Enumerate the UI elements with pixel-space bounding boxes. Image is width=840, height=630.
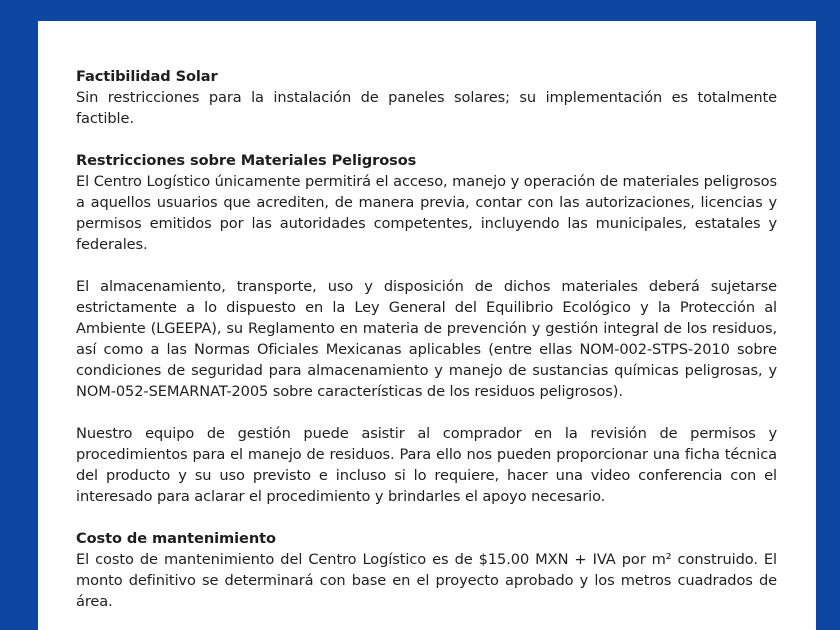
document-page bbox=[38, 21, 816, 630]
section-paragraph: El almacenamiento, transporte, uso y disposición de dichos materiales deberá sujetarse estrictamente a lo dispuesto en la Ley General del Equilibrio Ecológico y la Protección al Ambiente (LGEEPA), su Reglamento en materia de prevención y gestión integral de los residuos, así como a las Normas Oficiales Mexicanas aplicables (entre ellas NOM-002-STPS-2010 sobre condiciones de seguridad para almacenamiento y manejo de sustancias químicas peligrosas, y NOM-052-SEMARNAT-2005 sobre características de los residuos peligrosos). bbox=[76, 278, 777, 400]
section-solar bbox=[76, 66, 777, 129]
section-heading: Costo de mantenimiento bbox=[76, 530, 276, 547]
section-paragraph: Sin restricciones para la instalación de paneles solares; su implementación es totalmente factible. bbox=[76, 89, 777, 127]
section-maintenance-cost bbox=[76, 528, 777, 612]
section-paragraph: Nuestro equipo de gestión puede asistir al comprador en la revisión de permisos y procedimientos para el manejo de residuos. Para ello nos pueden proporcionar una ficha técnica del producto y su uso previsto e incluso si lo requiere, hacer una video conferencia con el interesado para aclarar el procedimiento y brindarles el apoyo necesario. bbox=[76, 425, 777, 505]
document-content bbox=[76, 66, 777, 612]
section-paragraph: El costo de mantenimiento del Centro Logístico es de $15.00 MXN + IVA por m² construido. El monto definitivo se determinará con base en el proyecto aprobado y los metros cuadrados de área. bbox=[76, 551, 777, 610]
paragraph-spacer bbox=[76, 402, 777, 423]
paragraph-spacer bbox=[76, 255, 777, 276]
section-heading: Factibilidad Solar bbox=[76, 68, 218, 85]
section-paragraph: El Centro Logístico únicamente permitirá el acceso, manejo y operación de materiales peligrosos a aquellos usuarios que acrediten, de manera previa, contar con las autorizaciones, licencias y permisos emitidos por las autoridades competentes, incluyendo las municipales, estatales y federales. bbox=[76, 173, 777, 253]
section-hazardous-materials bbox=[76, 150, 777, 507]
section-spacer bbox=[76, 129, 777, 150]
section-spacer bbox=[76, 507, 777, 528]
section-heading: Restricciones sobre Materiales Peligrosos bbox=[76, 152, 417, 169]
